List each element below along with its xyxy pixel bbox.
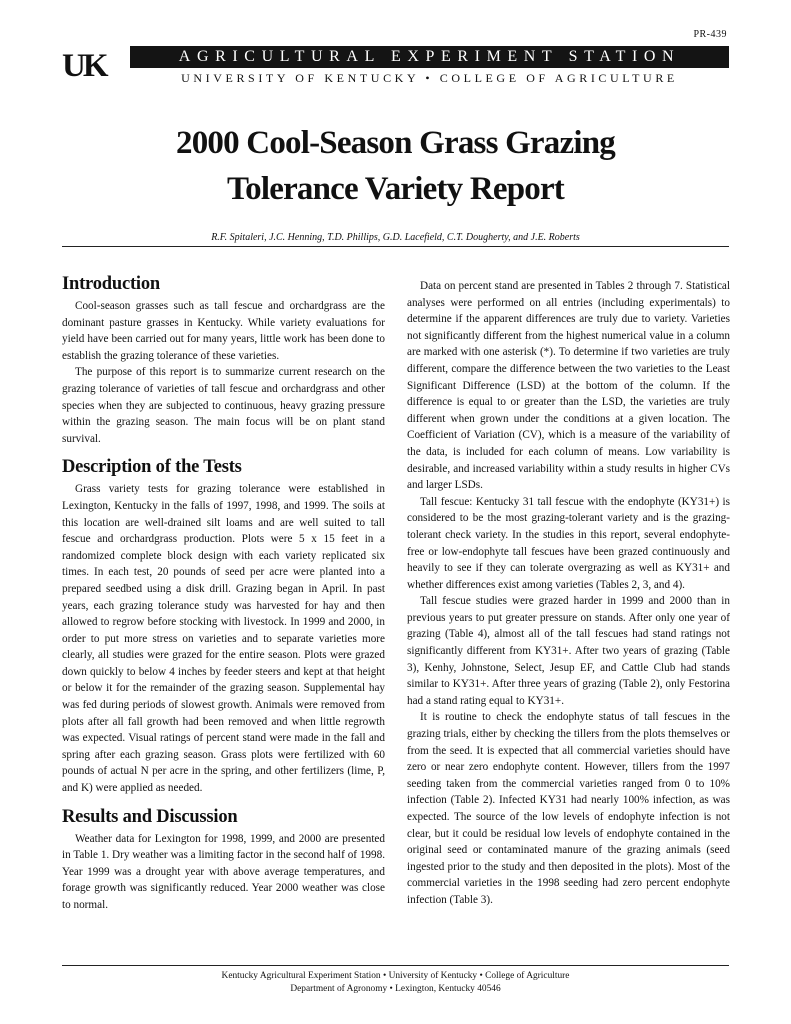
heading-results-and-discussion: Results and Discussion	[62, 806, 238, 827]
masthead	[62, 46, 729, 86]
left-column	[62, 272, 385, 914]
university-line: UNIVERSITY OF KENTUCKY • COLLEGE OF AGRICULTURE	[181, 71, 678, 85]
station-banner: AGRICULTURAL EXPERIMENT STATION	[130, 46, 729, 68]
authors-line: R.F. Spitaleri, J.C. Henning, T.D. Phillips, G.D. Lacefield, C.T. Dougherty, and J.E. Roberts	[211, 232, 580, 243]
heading-introduction: Introduction	[62, 274, 161, 294]
right-paragraph-2: Tall fescue: Kentucky 31 tall fescue with the endophyte (KY31+) is considered to be the most grazing-tolerant variety and is the grazing-tolerant check variety. In the studies in this report, several endophyte-free or low-endophyte tall fescues have been grazed continuously and heavily to see if they can tolerate overgrazing as well as KY31+ and whether differences exist among varieties (Tables 2, 3, and 4).	[407, 495, 730, 591]
intro-paragraph-1: Cool-season grasses such as tall fescue and orchardgrass are the dominant pasture grasses in Kentucky. While variety evaluations for yield have been carried out for many years, little work has been done to establish the grazing tolerance of these varieties.	[62, 300, 385, 362]
right-paragraph-4: It is routine to check the endophyte status of tall fescues in the grazing trials, either by checking the tillers from the plots themselves or from the seed. It is expected that all commercial varieties should have zero or near zero endophyte content. However, tillers from the 1997 seeding taken from the commercial varieties ranged from 0 to 10% infection (Table 2). Infected KY31 had nearly 100% infection, as was expected. The source of the low levels of endophyte infection is not clear, but it could be residual low levels of endophyte contained in the original seed or contaminated manure of the grazing animals (seed ingested prior to the study and then deposited in the plots). Most of the commercial varieties in the 1998 seeding had zero percent endophyte infection (Table 3).	[407, 711, 730, 906]
report-title	[62, 120, 729, 212]
uk-logo: UK	[62, 48, 106, 84]
heading-description-of-tests: Description of the Tests	[62, 457, 242, 478]
right-paragraph-1: Data on percent stand are presented in Tables 2 through 7. Statistical analyses were performed on all entries (including experimentals) to determine if the apparent differences are truly due to variety. Varieties not significantly different from the highest numerical value in a column are marked with one asterisk (*). To determine if two varieties are truly different, compare the difference between the two varieties to the Least Significant Difference (LSD) at the bottom of the column. If the difference is equal to or greater than the LSD, the varieties are truly different when grown under the conditions at a given location. The Coefficient of Variation (CV), which is a measure of the variability of the data, is included for each column of means. Low variability is desirable, and increased variability within a study results in higher CVs and larger LSDs.	[407, 280, 730, 492]
footer-line-2: Department of Agronomy • Lexington, Kentucky 40546	[290, 984, 501, 994]
title-line-1: 2000 Cool-Season Grass Grazing	[176, 125, 615, 161]
footer-line-1: Kentucky Agricultural Experiment Station • University of Kentucky • College of Agriculture	[221, 971, 570, 981]
intro-paragraph-2: The purpose of this report is to summarize current research on the grazing tolerance of varieties of tall fescue and orchardgrass and other species when they are subjected to continuous, heavy grazing pressure within the grazing season. The main focus will be on plant stand survival.	[62, 366, 385, 445]
header-divider	[62, 246, 729, 247]
results-paragraph-1: Weather data for Lexington for 1998, 1999, and 2000 are presented in Table 1. Dry weather was a limiting factor in the second half of 1998. Year 1999 was a drought year with above average temperatures, and forage growth was significantly reduced. Year 2000 weather was close to normal.	[62, 832, 385, 911]
title-line-2: Tolerance Variety Report	[226, 171, 565, 207]
tests-paragraph-1: Grass variety tests for grazing tolerance were established in Lexington, Kentucky in the falls of 1997, 1998, and 1999. The soils at this location are well-drained silt loams and are well suited to tall fescue and orchardgrass production. Plots were 5 x 15 feet in a randomized complete block design with each variety replicated six times. In each test, 20 pounds of seed per acre were planted into a prepared seedbed using a disk drill. Grazing began in April. In past years, each grazing tolerance study was harvested for hay and then allowed to regrow before stocking with livestock. In 1999 and 2000, in order to put more stress on varieties and to separate varieties more clearly, all studies were grazed for the entire season. Plots were grazed down quickly to below 4 inches by feeder steers and kept at that height or below it for the remainder of the grazing season. Supplemental hay was fed during periods of slowest growth. Animals were removed from plots after all fall growth had been removed and when little regrowth was expected. Visual ratings of percent stand were made in the fall and spring after each grazing season. Grass plots were fertilized with 60 pounds of actual N per acre in the spring, and other fertilizers (lime, P, and K) were applied as needed.	[62, 483, 385, 795]
right-column	[407, 278, 730, 909]
footer-divider	[62, 965, 729, 966]
right-paragraph-3: Tall fescue studies were grazed harder in 1999 and 2000 than in previous years to put greater pressure on stands. After only one year of grazing (Table 4), almost all of the tall fescues had stand ratings not significantly different from KY31+. After two years of grazing (Table 3), Kenhy, Johnstone, Select, Jesup EF, and Cattle Club had stands similar to KY31+. After three years of grazing (Table 2), only Festorina had a stand rating equal to KY31+.	[407, 595, 730, 707]
publication-number: PR-439	[693, 29, 727, 40]
footer	[62, 970, 729, 996]
